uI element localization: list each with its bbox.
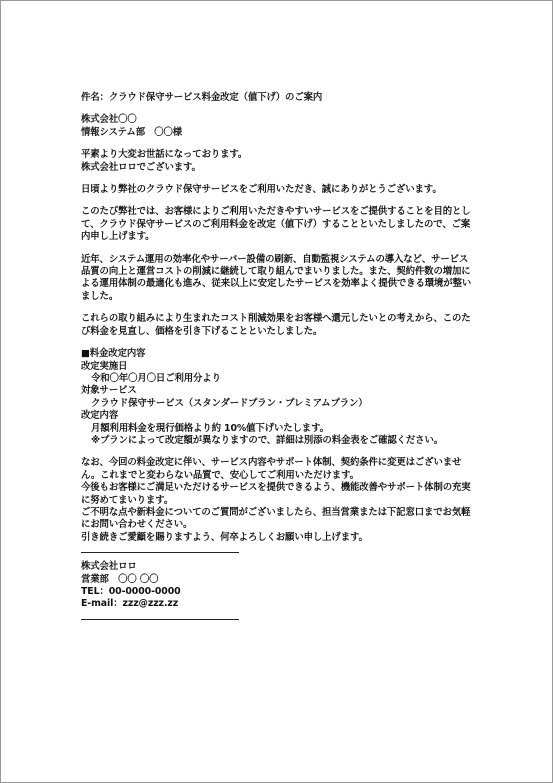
signature-divider-bottom [81,619,239,620]
subject-line: 件名：クラウド保守サービス料金改定（値下げ）のご案内 [81,92,323,103]
detail-value: 令和〇年〇月〇日ご利用分より [91,372,221,384]
detail-value: クラウド保守サービス（スタンダードプラン・プレミアムプラン） [91,397,368,409]
details-heading: ■料金改定内容 [81,348,146,360]
greeting-line: 株式会社ロロでございます。 [81,161,201,173]
detail-label: 対象サービス [81,385,137,397]
detail-value: 月額利用料金を現行価格より約 10%値下げいたします。 [91,422,329,434]
body-paragraph: このたび弊社では、お客様によりご利用いただきやすいサービスをご提供することを目的として、クラウド保守サービスのご利用料金を改定（値下げ）することといたしましたので、ご案内申し上げます。 [81,206,471,243]
signature-company: 株式会社ロロ [81,561,137,573]
signature-department: 営業部 〇〇 〇〇 [81,573,159,585]
signature-divider-top [81,552,239,553]
closing-line: 引き続きご愛顧を賜りますよう、何卒よろしくお願い申し上げます。 [81,531,368,543]
email-body [81,92,477,628]
closing-line: ご不明な点や新料金についてのご質問がございましたら、担当営業または下記窓口までお気軽にお問い合わせください。 [81,506,471,531]
closing-line: 今後もお客様にご満足いただけるサービスを提供できるよう、機能改善やサポート体制の充実に努めてまいります。 [81,482,471,506]
recipient-department: 情報システム部 〇〇様 [81,126,183,138]
detail-label: 改定内容 [81,410,119,422]
body-paragraph: 近年、システム運用の効率化やサーバー設備の刷新、自動監視システムの導入など、サービス品質の向上と運営コストの削減に継続して取り組んでまいりました。また、契約件数の増加による運用体制の最適化も進み、従来以上に安定したサービスを効率よく提供できる環境が整いました。 [81,253,472,302]
detail-label: 改定実施日 [81,360,128,372]
recipient-company: 株式会社〇〇 [81,114,137,126]
signature-tel: TEL：00-0000-0000 [81,586,181,597]
body-paragraph: これらの取り組みにより生まれたコスト削減効果をお客様へ還元したいとの考えから、このたび料金を見直し、価格を引き下げることといたしました。 [81,313,471,337]
greeting-line: 平素より大変お世話になっております。 [81,149,248,161]
thanks-line: 日頃より弊社のクラウド保守サービスをご利用いただき、誠にありがとうございます。 [81,184,442,196]
signature-email: E-mail：zzz@zzz.zz [81,598,179,610]
closing-line: なお、今回の料金改定に伴い、サービス内容やサポート体制、契約条件に変更はございません。これまでと変わらない品質で、安心してご利用いただけます。 [81,457,462,481]
detail-note: ※プランによって改定額が異なりますので、詳細は別添の料金表をご確認ください。 [91,434,444,446]
